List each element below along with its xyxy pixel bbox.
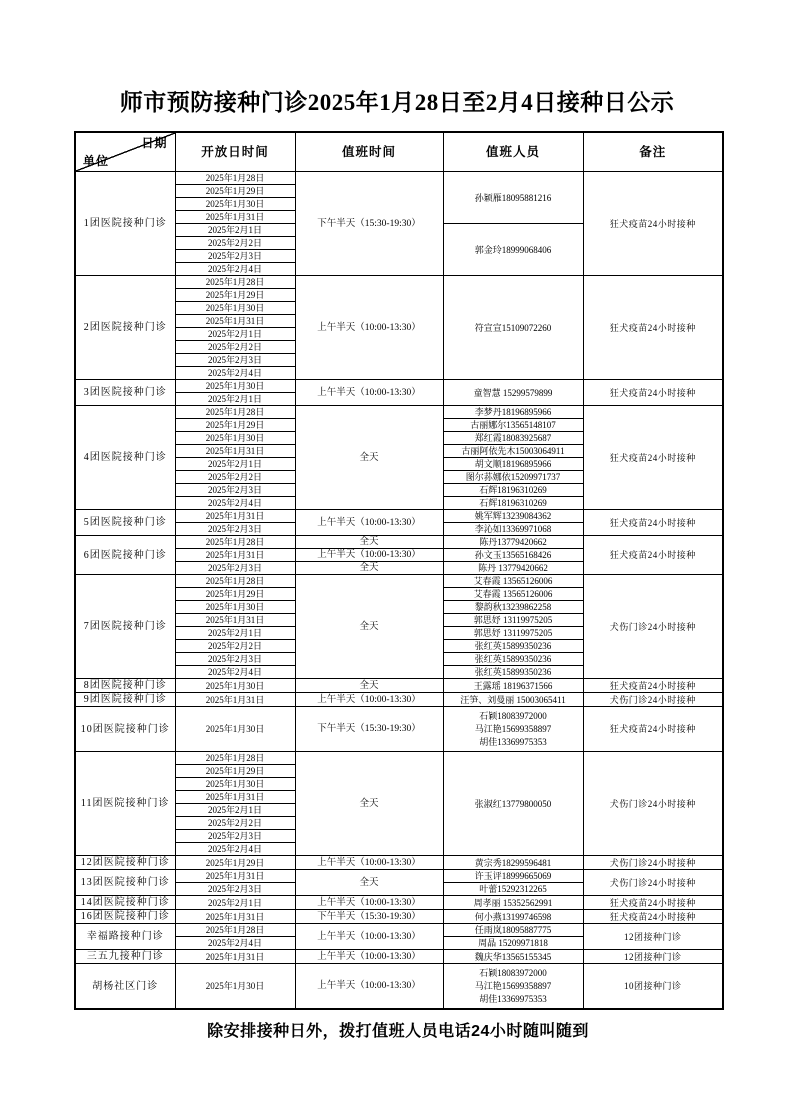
remark-cell: 12团接种门诊 xyxy=(583,950,723,964)
date-cell: 2025年1月28日 xyxy=(175,406,295,419)
duty-person-cell: 叶蕾15292312265 xyxy=(443,883,583,896)
date-cell: 2025年1月31日 xyxy=(175,549,295,562)
duty-time-cell: 上午半天（10:00-13:30） xyxy=(295,276,443,380)
date-cell: 2025年2月2日 xyxy=(175,817,295,830)
date-cell: 2025年2月4日 xyxy=(175,367,295,380)
remark-cell: 狂犬疫苗24小时接种 xyxy=(583,910,723,924)
table-row xyxy=(75,406,723,419)
duty-person-cell: 石辉18196310269 xyxy=(443,497,583,510)
unit-cell: 7团医院接种门诊 xyxy=(75,575,175,679)
duty-person-cell: 许玉评18999665069 xyxy=(443,870,583,883)
table-row xyxy=(75,924,723,937)
duty-person-cell: 郭思妤 13119975205 xyxy=(443,614,583,627)
remark-cell: 狂犬疫苗24小时接种 xyxy=(583,510,723,536)
date-cell: 2025年2月4日 xyxy=(175,666,295,679)
date-cell: 2025年1月31日 xyxy=(175,510,295,523)
date-cell: 2025年1月29日 xyxy=(175,419,295,432)
remark-cell: 狂犬疫苗24小时接种 xyxy=(583,380,723,406)
duty-person-cell: 艾春霞 13565126006 xyxy=(443,575,583,588)
date-cell: 2025年2月1日 xyxy=(175,224,295,237)
date-cell: 2025年1月31日 xyxy=(175,614,295,627)
table-row xyxy=(75,380,723,393)
duty-person-cell: 黄宗秀18299596481 xyxy=(443,856,583,870)
date-cell: 2025年2月3日 xyxy=(175,250,295,263)
date-cell: 2025年1月30日 xyxy=(175,198,295,211)
duty-person-cell: 张红英15899350236 xyxy=(443,640,583,653)
duty-person-cell: 陈丹 13779420662 xyxy=(443,562,583,575)
date-cell: 2025年1月28日 xyxy=(175,172,295,185)
date-cell: 2025年1月30日 xyxy=(175,679,295,693)
header-remark: 备注 xyxy=(583,132,723,172)
date-cell: 2025年2月1日 xyxy=(175,393,295,406)
footer-note: 除安排接种日外，拨打值班人员电话24小时随叫随到 xyxy=(207,1023,589,1040)
date-cell: 2025年2月1日 xyxy=(175,896,295,910)
header-open-day: 开放日时间 xyxy=(175,132,295,172)
date-cell: 2025年1月30日 xyxy=(175,778,295,791)
date-cell: 2025年1月28日 xyxy=(175,752,295,765)
date-cell: 2025年2月3日 xyxy=(175,484,295,497)
duty-person-cell: 姚军辉13239084362 xyxy=(443,510,583,523)
unit-cell: 10团医院接种门诊 xyxy=(75,707,175,752)
date-cell: 2025年1月28日 xyxy=(175,536,295,549)
unit-cell: 幸福路接种门诊 xyxy=(75,924,175,950)
duty-person-cell: 古丽娜尔13565148107 xyxy=(443,419,583,432)
duty-person-cell: 郭金玲18999068406 xyxy=(443,224,583,276)
date-cell: 2025年1月28日 xyxy=(175,575,295,588)
duty-person-cell: 艾春霞 13565126006 xyxy=(443,588,583,601)
date-cell: 2025年1月31日 xyxy=(175,950,295,964)
date-cell: 2025年2月4日 xyxy=(175,263,295,276)
date-cell: 2025年1月31日 xyxy=(175,315,295,328)
header-duty-person: 值班人员 xyxy=(443,132,583,172)
remark-cell: 狂犬疫苗24小时接种 xyxy=(583,172,723,276)
date-cell: 2025年1月31日 xyxy=(175,211,295,224)
table-row xyxy=(75,896,723,910)
unit-cell: 1团医院接种门诊 xyxy=(75,172,175,276)
table-row xyxy=(75,172,723,185)
remark-cell: 狂犬疫苗24小时接种 xyxy=(583,276,723,380)
duty-person-cell: 孙颖雁18095881216 xyxy=(443,172,583,224)
remark-cell: 犬伤门诊24小时接种 xyxy=(583,575,723,679)
unit-cell: 6团医院接种门诊 xyxy=(75,536,175,575)
date-cell: 2025年1月30日 xyxy=(175,964,295,1010)
duty-time-cell: 全天 xyxy=(295,536,443,549)
unit-cell: 3团医院接种门诊 xyxy=(75,380,175,406)
table-row xyxy=(75,693,723,707)
date-cell: 2025年2月2日 xyxy=(175,341,295,354)
duty-person-cell: 孙文玉13565168426 xyxy=(443,549,583,562)
duty-time-cell: 上午半天（10:00-13:30） xyxy=(295,510,443,536)
remark-cell: 10团接种门诊 xyxy=(583,964,723,1010)
remark-cell: 狂犬疫苗24小时接种 xyxy=(583,707,723,752)
table-row xyxy=(75,575,723,588)
duty-time-cell: 全天 xyxy=(295,575,443,679)
unit-cell: 5团医院接种门诊 xyxy=(75,510,175,536)
header-row xyxy=(75,132,723,172)
table-row xyxy=(75,910,723,924)
header-duty-time: 值班时间 xyxy=(295,132,443,172)
duty-person-cell: 石颖18083972000 马江艳15699358897 胡佳13369975353 xyxy=(443,707,583,752)
date-cell: 2025年1月31日 xyxy=(175,910,295,924)
unit-cell: 9团医院接种门诊 xyxy=(75,693,175,707)
date-cell: 2025年1月29日 xyxy=(175,588,295,601)
duty-time-cell: 上午半天（10:00-13:30） xyxy=(295,896,443,910)
date-cell: 2025年1月29日 xyxy=(175,289,295,302)
remark-cell: 狂犬疫苗24小时接种 xyxy=(583,896,723,910)
date-cell: 2025年2月2日 xyxy=(175,237,295,250)
duty-time-cell: 上午半天（10:00-13:30） xyxy=(295,924,443,950)
duty-person-cell: 郑红霞18083925687 xyxy=(443,432,583,445)
date-cell: 2025年1月28日 xyxy=(175,924,295,937)
date-cell: 2025年1月28日 xyxy=(175,276,295,289)
duty-person-cell: 王露瑶 18196371566 xyxy=(443,679,583,693)
duty-person-cell: 魏庆华13565155345 xyxy=(443,950,583,964)
header-date-label: 日期 xyxy=(141,136,168,150)
unit-cell: 16团医院接种门诊 xyxy=(75,910,175,924)
duty-person-cell: 汪笋、刘曼丽 15003065411 xyxy=(443,693,583,707)
date-cell: 2025年2月3日 xyxy=(175,830,295,843)
date-cell: 2025年2月3日 xyxy=(175,523,295,536)
duty-time-cell: 下午半天（15:30-19:30） xyxy=(295,707,443,752)
unit-cell: 2团医院接种门诊 xyxy=(75,276,175,380)
duty-person-cell: 何小燕13199746598 xyxy=(443,910,583,924)
duty-person-cell: 古丽阿依先木15003064911 xyxy=(443,445,583,458)
date-cell: 2025年2月4日 xyxy=(175,843,295,856)
unit-cell: 14团医院接种门诊 xyxy=(75,896,175,910)
date-cell: 2025年1月31日 xyxy=(175,693,295,707)
date-cell: 2025年1月29日 xyxy=(175,765,295,778)
page-title: 师市预防接种门诊2025年1月28日至2月4日接种日公示 xyxy=(119,90,675,115)
table-row xyxy=(75,950,723,964)
unit-cell: 4团医院接种门诊 xyxy=(75,406,175,510)
duty-person-cell: 石颖18083972000 马江艳15699358897 胡佳13369975353 xyxy=(443,964,583,1010)
duty-time-cell: 全天 xyxy=(295,562,443,575)
date-cell: 2025年2月3日 xyxy=(175,562,295,575)
date-cell: 2025年1月31日 xyxy=(175,445,295,458)
remark-cell: 狂犬疫苗24小时接种 xyxy=(583,679,723,693)
unit-cell: 三五九接种门诊 xyxy=(75,950,175,964)
unit-cell: 胡杨社区门诊 xyxy=(75,964,175,1010)
duty-time-cell: 全天 xyxy=(295,679,443,693)
duty-time-cell: 上午半天（10:00-13:30） xyxy=(295,380,443,406)
date-cell: 2025年2月3日 xyxy=(175,883,295,896)
date-cell: 2025年2月4日 xyxy=(175,937,295,950)
duty-time-cell: 全天 xyxy=(295,406,443,510)
table-row xyxy=(75,856,723,870)
unit-cell: 13团医院接种门诊 xyxy=(75,870,175,896)
duty-person-cell: 胡文顺18196895966 xyxy=(443,458,583,471)
date-cell: 2025年2月3日 xyxy=(175,354,295,367)
duty-person-cell: 符宣宣15109072260 xyxy=(443,276,583,380)
table-row xyxy=(75,964,723,1010)
duty-time-cell: 上午半天（10:00-13:30） xyxy=(295,950,443,964)
date-cell: 2025年1月30日 xyxy=(175,707,295,752)
date-cell: 2025年1月30日 xyxy=(175,601,295,614)
table-row xyxy=(75,752,723,765)
date-cell: 2025年2月1日 xyxy=(175,458,295,471)
table-row xyxy=(75,536,723,549)
duty-person-cell: 周孝丽 15352562991 xyxy=(443,896,583,910)
date-cell: 2025年2月2日 xyxy=(175,471,295,484)
date-cell: 2025年2月1日 xyxy=(175,627,295,640)
remark-cell: 狂犬疫苗24小时接种 xyxy=(583,536,723,575)
unit-date-diagonal-header xyxy=(75,132,175,172)
remark-cell: 犬伤门诊24小时接种 xyxy=(583,752,723,856)
vaccination-schedule-table xyxy=(74,131,724,1010)
remark-cell: 狂犬疫苗24小时接种 xyxy=(583,406,723,510)
unit-cell: 12团医院接种门诊 xyxy=(75,856,175,870)
table-row xyxy=(75,707,723,752)
table-row xyxy=(75,679,723,693)
date-cell: 2025年2月1日 xyxy=(175,328,295,341)
duty-person-cell: 图尔荪娜依15209971737 xyxy=(443,471,583,484)
duty-time-cell: 全天 xyxy=(295,870,443,896)
date-cell: 2025年1月30日 xyxy=(175,380,295,393)
date-cell: 2025年1月31日 xyxy=(175,791,295,804)
remark-cell: 12团接种门诊 xyxy=(583,924,723,950)
duty-time-cell: 上午半天（10:00-13:30） xyxy=(295,856,443,870)
duty-time-cell: 上午半天（10:00-13:30） xyxy=(295,549,443,562)
duty-person-cell: 石辉18196310269 xyxy=(443,484,583,497)
duty-person-cell: 童智慧 15299579899 xyxy=(443,380,583,406)
remark-cell: 犬伤门诊24小时接种 xyxy=(583,693,723,707)
date-cell: 2025年1月30日 xyxy=(175,432,295,445)
duty-time-cell: 上午半天（10:00-13:30） xyxy=(295,693,443,707)
date-cell: 2025年1月29日 xyxy=(175,185,295,198)
date-cell: 2025年2月4日 xyxy=(175,497,295,510)
duty-person-cell: 周晶 15209971818 xyxy=(443,937,583,950)
duty-time-cell: 下午半天（15:30-19:30） xyxy=(295,910,443,924)
remark-cell: 犬伤门诊24小时接种 xyxy=(583,870,723,896)
table-row xyxy=(75,510,723,523)
duty-person-cell: 黎韵秋13239862258 xyxy=(443,601,583,614)
table-row xyxy=(75,870,723,883)
duty-person-cell: 张淑红13779800050 xyxy=(443,752,583,856)
date-cell: 2025年1月29日 xyxy=(175,856,295,870)
duty-time-cell: 上午半天（10:00-13:30） xyxy=(295,964,443,1010)
date-cell: 2025年1月30日 xyxy=(175,302,295,315)
date-cell: 2025年2月2日 xyxy=(175,640,295,653)
unit-cell: 11团医院接种门诊 xyxy=(75,752,175,856)
duty-person-cell: 李梦丹18196895966 xyxy=(443,406,583,419)
unit-cell: 8团医院接种门诊 xyxy=(75,679,175,693)
date-cell: 2025年2月1日 xyxy=(175,804,295,817)
date-cell: 2025年2月3日 xyxy=(175,653,295,666)
duty-person-cell: 任雨岚18095887775 xyxy=(443,924,583,937)
duty-person-cell: 张红英15899350236 xyxy=(443,666,583,679)
duty-time-cell: 下午半天（15:30-19:30） xyxy=(295,172,443,276)
duty-person-cell: 郭思妤 13119975205 xyxy=(443,627,583,640)
date-cell: 2025年1月31日 xyxy=(175,870,295,883)
duty-person-cell: 张红英15899350236 xyxy=(443,653,583,666)
schedule-table-body xyxy=(75,172,723,1010)
duty-time-cell: 全天 xyxy=(295,752,443,856)
remark-cell: 犬伤门诊24小时接种 xyxy=(583,856,723,870)
duty-person-cell: 李沁如13369971068 xyxy=(443,523,583,536)
table-row xyxy=(75,276,723,289)
header-unit-label: 单位 xyxy=(83,154,110,168)
duty-person-cell: 陈丹13779420662 xyxy=(443,536,583,549)
